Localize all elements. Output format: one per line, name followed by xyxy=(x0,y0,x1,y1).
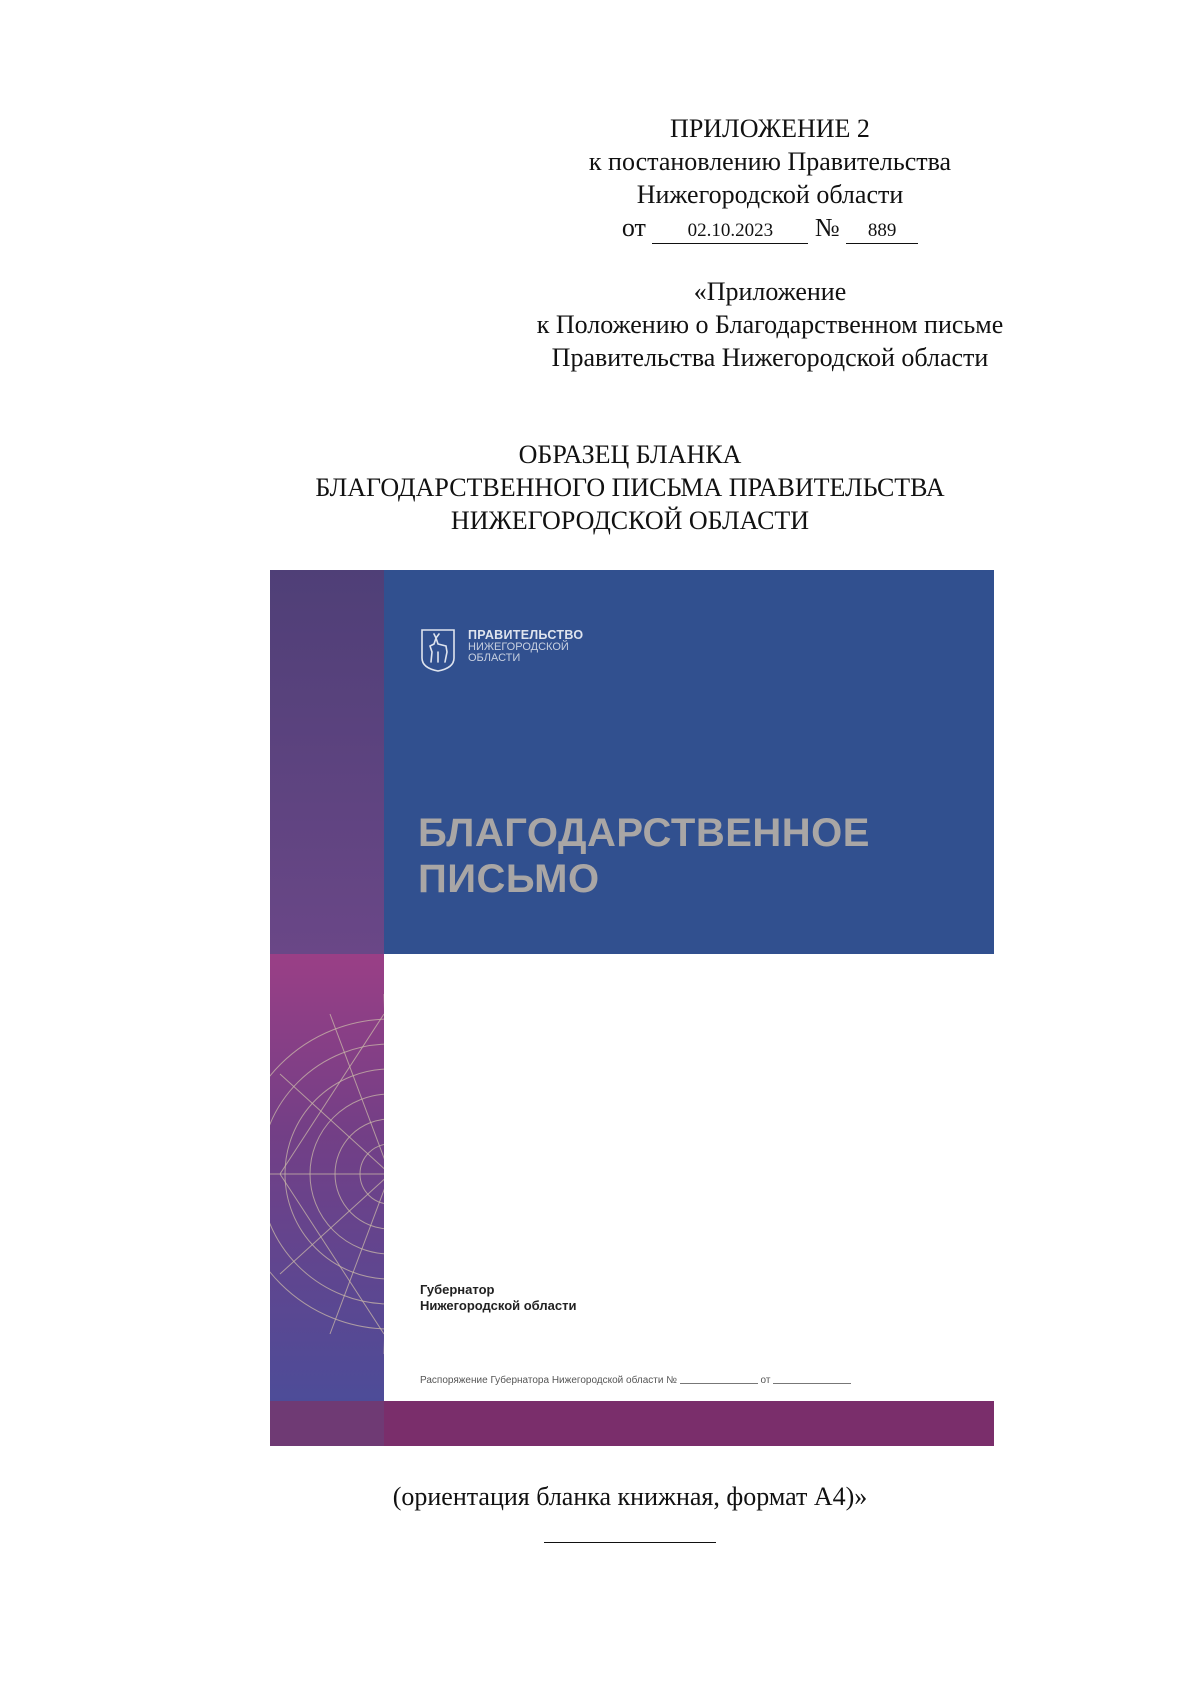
resolution-date: 02.10.2023 xyxy=(652,219,808,244)
governor-title: Губернатор xyxy=(420,1282,495,1297)
from-label: от xyxy=(621,213,646,242)
order-date-blank xyxy=(773,1383,851,1384)
logo-text xyxy=(468,628,583,664)
appendix-number: ПРИЛОЖЕНИЕ 2 xyxy=(670,114,870,143)
appendix-resolution: к постановлению Правительства xyxy=(588,147,952,176)
governor-region: Нижегородской области xyxy=(420,1298,577,1313)
letter-blank-sample xyxy=(270,570,994,1446)
subappendix-line-1: «Приложение xyxy=(693,277,847,306)
subappendix-header xyxy=(470,275,1070,374)
blank-orientation-caption: (ориентация бланка книжная, формат А4)» xyxy=(392,1482,868,1511)
side-strip-bottom xyxy=(270,1401,384,1446)
order-text: Распоряжение Губернатора Нижегородской области № xyxy=(420,1375,677,1386)
number-sign: № xyxy=(814,213,840,242)
logo-main-text: ПРАВИТЕЛЬСТВО xyxy=(468,628,584,642)
subappendix-line-2: к Положению о Благодарственном письме xyxy=(536,310,1004,339)
letter-title-line-1: БЛАГОДАРСТВЕННОЕ xyxy=(418,811,870,855)
deer-emblem-icon xyxy=(420,628,456,672)
spiderweb-ornament-icon xyxy=(270,954,384,1401)
governor-signature-block xyxy=(420,1282,576,1314)
document-title xyxy=(200,438,1060,537)
side-strip-top xyxy=(270,570,384,954)
appendix-date-row xyxy=(520,211,1020,244)
logo-sub-text-1: НИЖЕГОРОДСКОЙ xyxy=(468,641,569,653)
resolution-number: 889 xyxy=(846,219,918,244)
order-number-blank xyxy=(680,1383,758,1384)
government-logo xyxy=(420,628,583,672)
letter-title-line-2: ПИСЬМО xyxy=(418,857,600,901)
document-title-line-3: НИЖЕГОРОДСКОЙ ОБЛАСТИ xyxy=(450,506,810,535)
order-from-label: от xyxy=(760,1375,771,1386)
appendix-region: Нижегородской области xyxy=(636,180,904,209)
document-title-line-1: ОБРАЗЕЦ БЛАНКА xyxy=(518,440,742,469)
order-reference-line xyxy=(420,1375,980,1386)
appendix-header xyxy=(520,112,1020,244)
letter-title xyxy=(418,810,978,902)
document-title-line-2: БЛАГОДАРСТВЕННОГО ПИСЬМА ПРАВИТЕЛЬСТВА xyxy=(315,473,945,502)
subappendix-line-3: Правительства Нижегородской области xyxy=(551,343,989,372)
logo-sub-text-2: ОБЛАСТИ xyxy=(468,652,521,664)
side-strip xyxy=(270,570,384,1446)
bottom-band xyxy=(384,1401,994,1446)
end-divider xyxy=(544,1542,716,1543)
